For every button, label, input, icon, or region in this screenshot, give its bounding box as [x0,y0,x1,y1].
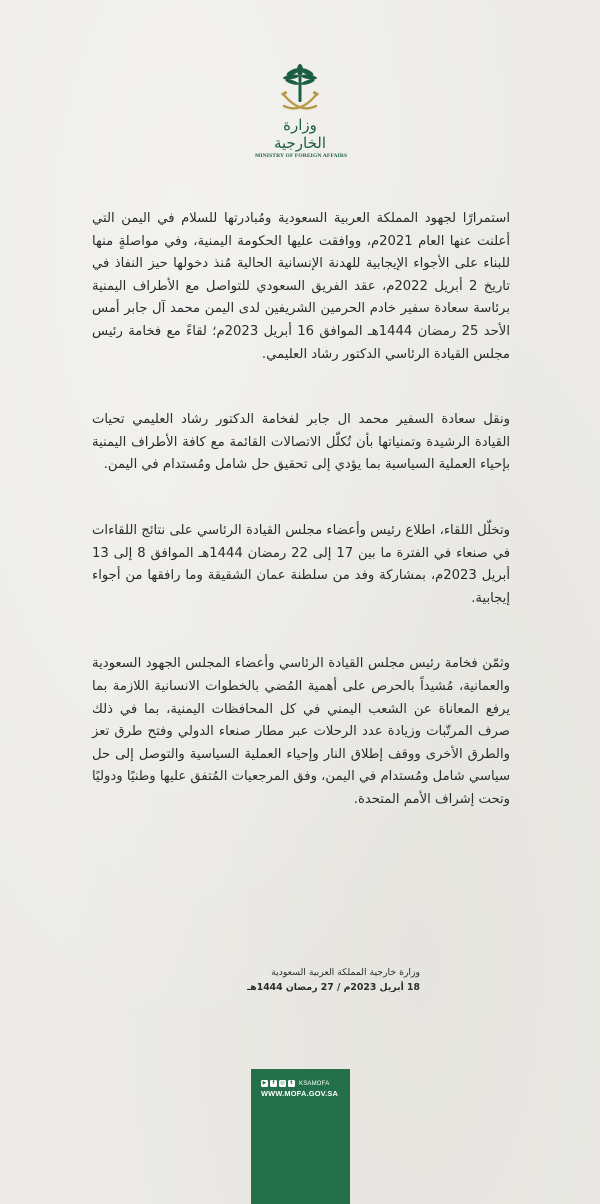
youtube-icon[interactable]: ▶ [262,1080,267,1086]
statement-paragraph-1: استمرارًا لجهود المملكة العربية السعودية ومُبادرتها للسلام في اليمن التي أعلنت عنها العام 2021م، ووافقت عليها الحكومة اليمنية، وفي مواصلةٍ منها للبناء على الأجواء الإيجابية للهدنة الإنسانية الحالية مُنذ دخولها حيز النفاذ في تاريخ 2 أبريل 2022م، عقد الفريق السعودي للتواصل مع الأطراف اليمنية برئاسة سعادة سفير خادم الحرمين الشريفين لدى اليمن محمد آل جابر أمس الأحد 25 رمضان 1444هـ الموافق 16 أبريل 2023م؛ لقاءً مع فخامة رئيس مجلس القيادة الرئاسي الدكتور رشاد العليمي. [92,211,511,362]
signature-issuer: وزارة خارجية المملكة العربية السعودية [271,967,420,978]
twitter-icon[interactable]: t [288,1080,295,1087]
statement-paragraph-4: وثمّن فخامة رئيس مجلس القيادة الرئاسي وأعضاء المجلس الجهود السعودية والعمانية، مُشيداً بالحرص على أهمية المُضي بالخطوات الانسانية اللازمة بما يرفع المعاناة عن الشعب اليمني في كل المحافظات اليمنية، بما في ذلك صرف المرتّبات وزيادة عدد الرحلات عبر مطار صنعاء الدولي وفتح طرق تعز والطرق الأخرى ووقف إطلاق النار وإحياء العملية السياسية والتوصل إلى حل سياسي شامل ومُستدام في اليمن، وفق المرجعيات المُتفق عليها وطنيًا ودوليًا وتحت إشراف الأمم المتحدة. [92,656,510,807]
ministry-name-arabic: وزارة الخارجية [273,116,327,152]
signature-block [240,965,420,995]
ministry-name-english: MINISTRY OF FOREIGN AFFAIRS [255,153,348,159]
statement-paragraph-2: ونقل سعادة السفير محمد ال جابر لفخامة الدكتور رشاد العليمي تحيات القيادة الرشيدة وتمنياتها بأن تُكلّل الاتصالات القائمة مع كافة الأطراف اليمنية بإحياء العملية السياسية بما يؤدي إلى تحقيق حل شامل ومُستدام في اليمن. [92,412,510,473]
social-row [261,1080,329,1087]
ministry-logo [255,62,348,160]
social-handle[interactable]: KSAMOFA [299,1080,330,1087]
website-link[interactable]: WWW.MOFA.GOV.SA [261,1089,339,1098]
signature-date: 18 أبريل 2023م / 27 رمضان 1444هـ [247,982,420,993]
instagram-icon[interactable]: ◎ [280,1080,285,1086]
saudi-emblem-icon [278,62,322,116]
statement-paragraph-3: وتخلّل اللقاء، اطلاع رئيس وأعضاء مجلس القيادة الرئاسي على نتائج اللقاءات في صنعاء في الفترة ما بين 17 إلى 22 رمضان 1444هـ الموافق 8 إلى 13 أبريل 2023م، بمشاركة وفد من سلطنة عمان الشقيقة وما رافقها من أجواء إيجابية. [92,522,510,606]
facebook-icon[interactable]: f [270,1080,277,1087]
statement-body [92,208,510,854]
footer-badge [251,1069,350,1204]
